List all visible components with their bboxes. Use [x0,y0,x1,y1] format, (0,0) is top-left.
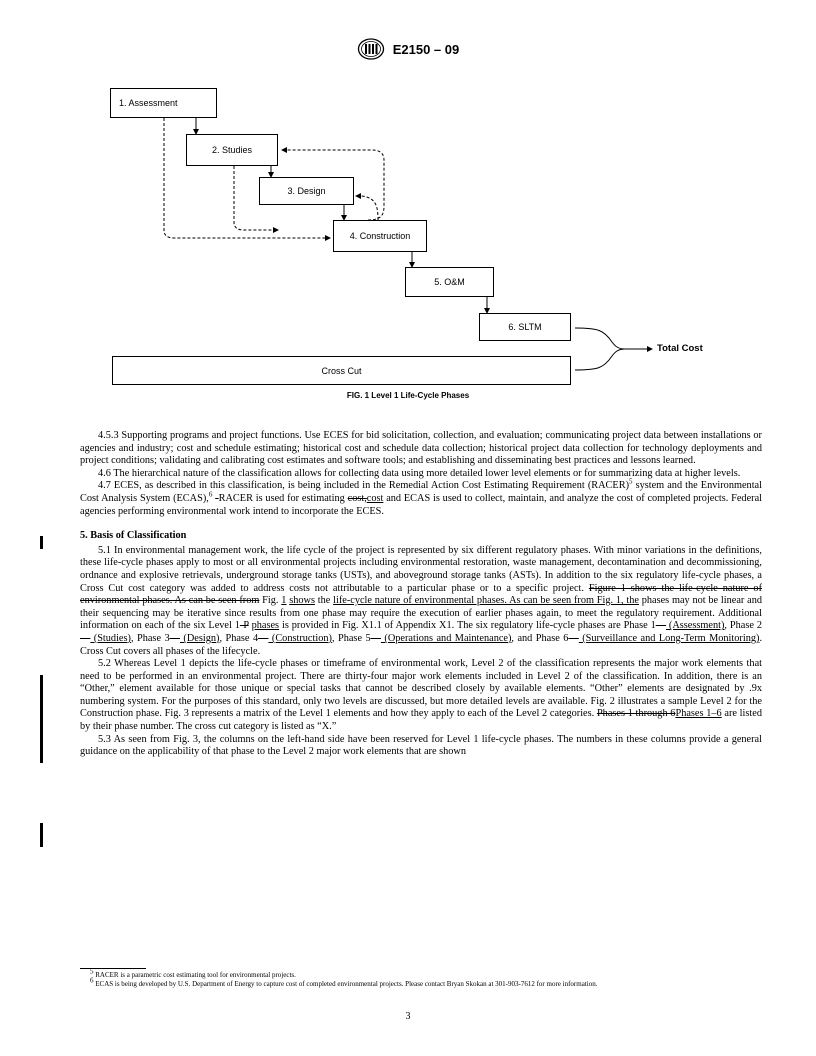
footnote-mark: 5 [90,967,94,976]
inserted-text: cost [366,492,384,504]
paragraph-4-5-3: 4.5.3 Supporting programs and project functions. Use ECES for bid solicitation, collection, and evaluation; communicating project data between installations or agencies and industry; cost and schedule estimating; historical cost and schedule data collection; historical project data collection for technology deployments and project conditions; validating and calibrating cost estimates and software tools; and establishing and disseminating best practices and lessons learned. [80,430,762,467]
inserted-text: phases [251,620,280,632]
paragraph-4-6: 4.6 The hierarchical nature of the classification allows for collecting data using more detailed lower level elements or for summarizing data at higher levels. [98,467,741,479]
deleted-text: — [80,632,91,644]
phase-label-studies: 2. Studies [211,145,253,155]
deleted-text: — [370,632,381,644]
phase-box-design [259,177,354,205]
footnotes [80,967,762,989]
figure-caption: FIG. 1 Level 1 Life-Cycle Phases [346,391,470,400]
footnote-text: ECAS is being developed by U.S. Department of Energy to capture cost of completed environmental projects. Please contact Bryan Skokan at 301-903-7612 for more information. [93,980,598,988]
text-run: system and the Environmental Cost Analysis System (ECAS), [80,480,762,504]
phase-box-om [405,267,494,297]
deleted-text: - [215,492,219,504]
deleted-text: cost, [347,492,367,504]
deleted-text: Phases 1 through 6 [596,708,676,720]
text-run: , Phase 2 [724,620,762,632]
inserted-text: (Design) [179,632,220,644]
phase-label-design: 3. Design [287,186,326,196]
text-run: is provided in Fig. X1.1 of Appendix X1. The six regulatory life-cycle phases are Phase 1 [279,620,656,632]
text-run: are listed by their phase number. The cross cut category is listed as “X.” [80,708,762,733]
footnote-5 [80,967,762,980]
phase-box-assessment [110,88,217,118]
text-run: 5.2 Whereas Level 1 depicts the life-cycle phases or timeframe of environmental work, Level 2 of the classification represents the major work elements that need to be performed in an environmental project. There are thirty-four major work elements included in Level 2 of the classification. In addition, there is an “Other,” element available for those unique or special tasks that cannot be described closely by available elements. “Other” elements are designated by .9x numbering system. For the purposes of this standard, only two levels are discussed, but more detailed levels are available. Fig. 2 illustrates a sample Level 2 for the Construction phase. Fig. 3 represents a matrix of the Level 1 elements and how they apply to each of the Level 2 categories. [80,658,762,720]
inserted-text: shows [289,595,315,607]
section-5-heading: 5. Basis of Classification [80,530,187,542]
text-run: and ECAS is used to collect, maintain, and analyze the cost of completed projects. Federal agencies performing environmental work intend to incorporate the ECES. [80,492,763,517]
inserted-text: 1 [281,595,287,607]
body-text [80,430,762,759]
phase-box-sltm [479,313,571,341]
phase-label-assessment: 1. Assessment [119,98,178,108]
footnote-text: RACER is a parametric cost estimating tool for environmental projects. [93,971,296,979]
inserted-text: (Studies) [90,632,131,644]
phase-label-om: 5. O&M [434,277,465,287]
inserted-text: (Surveillance and Long-Term Monitoring) [578,632,760,644]
deleted-text: Figure 1 shows the life-cycle nature of environmental phases. As can be seen from [80,582,762,607]
paragraph-5-1 [80,545,762,658]
inserted-text: Phases 1–6 [675,708,722,720]
text-run: phases may not be linear and their sequencing may be iterative since results from one phase may require the execution of earlier phases again, to meet the regulatory requirement. Additional information on each of the six Level 1 [80,595,762,632]
crosscut-label: Cross Cut [321,365,362,376]
deleted-text: — [258,632,269,644]
phase-label-sltm: 6. SLTM [508,322,542,332]
paragraph-4-7 [80,477,763,518]
deleted-text: — [169,632,180,644]
phase-label-construction: 4. Construction [349,231,411,241]
paragraph-5-2 [80,658,762,734]
figure-connectors [0,0,816,400]
text-run: Fig. [259,595,282,607]
text-run: , Phase 4 [219,632,259,644]
phase-box-construction [333,220,427,252]
inserted-text: (Assessment) [666,620,725,632]
inserted-text: (Construction) [268,632,332,644]
inserted-text: (Operations and Maintenance) [380,632,512,644]
text-run: 4.7 ECES, as described in this classification, is being included in the Remedial Action Cost Estimating Requirement (RACER) [98,480,630,492]
text-run: 5.1 In environmental management work, the life cycle of the project is represented by six different regulatory phases. With minor variations in the definitions, these life-cycle phases apply to most or all environmental projects including environmental restoration, waste management, decontamination and decommissioning, ordnance and explosive retrievals, underground storage tanks (USTs), and aboveground storage tanks (ASTs). In addition to the six regulatory life-cycle phases, a Cross Cut cost category was added to address costs not attributable to a particular phase or to a specific project. [80,544,762,594]
deleted-text: — [655,620,667,632]
text-run: , Phase 5 [331,632,371,644]
footnote-6 [80,976,762,989]
text-run: RACER is used for estimating [218,492,348,504]
paragraph-5-3: 5.3 As seen from Fig. 3, the columns on the left-hand side have been reserved for Level 1 life-cycle phases. The numbers in these columns provide a general guidance on the applicability of that phase to the Level 2 major work elements that are shown [80,733,762,758]
footnote-mark: 6 [90,976,94,985]
text-run: the [314,595,334,607]
change-bar [40,675,43,763]
text-run: . Cross Cut covers all phases of the lifecycle. [80,632,763,657]
deleted-text: -P [239,620,249,632]
footnote-ref-6: 6 [208,490,213,499]
inserted-text: life-cycle nature of environmental phases. As can be seen from Fig. 1, the [333,595,639,607]
text-run: , Phase 3 [130,632,170,644]
deleted-text: — [568,632,579,644]
phase-box-studies [186,134,278,166]
document-id: E2150 – 09 [392,41,460,57]
page-number: 3 [405,1011,411,1022]
change-bar [40,536,43,549]
text-run: , and Phase 6 [511,632,569,644]
footnote-ref-5: 5 [629,477,633,486]
crosscut-box [112,356,571,385]
change-bar [40,823,43,847]
total-cost-label: Total Cost [657,343,703,354]
